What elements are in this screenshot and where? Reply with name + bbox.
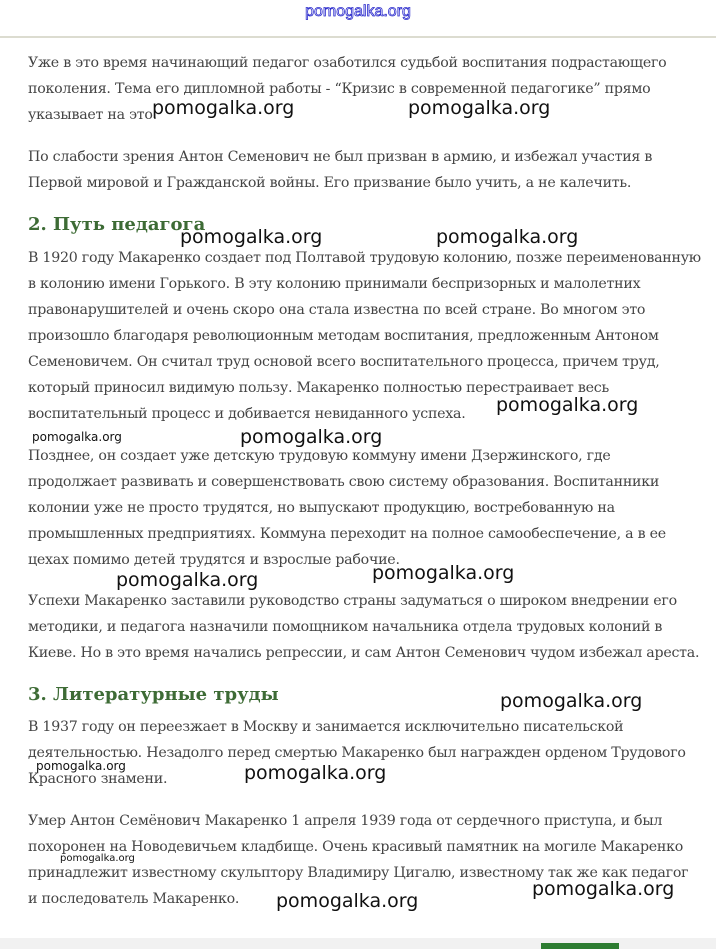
text-line: Красного знамени. [28, 771, 168, 787]
watermark: pomogalka.org [372, 562, 515, 584]
section-heading-3: 3. Литературные труды [28, 684, 279, 705]
text-line: в колонию имени Горького. В эту колонию принимали беспризорных и малолетних [28, 276, 641, 292]
text-line: колонии уже не просто трудятся, но выпускают продукцию, востребованную на [28, 500, 615, 516]
text-line: цехах помимо детей трудятся и взрослые рабочие. [28, 552, 400, 568]
watermark: pomogalka.org [500, 690, 643, 712]
site-logo[interactable]: pomogalka.org [305, 3, 411, 20]
watermark: pomogalka.org [496, 394, 639, 416]
text-line: произошло благодаря революционным методам воспитания, предложенным Антоном [28, 328, 659, 344]
cookie-accept-button[interactable] [541, 943, 619, 949]
text-line: Позднее, он создает уже детскую трудовую коммуну имени Дзержинского, где [28, 448, 611, 464]
text-line: В 1920 году Макаренко создает под Полтавой трудовую колонию, позже переименованную [28, 250, 701, 266]
text-line: который приносил видимую пользу. Макаренко полностью перестраивает весь [28, 380, 609, 396]
paragraph-2 [28, 144, 698, 196]
watermark: pomogalka.org [436, 226, 579, 248]
paragraph-1 [28, 50, 698, 128]
watermark: pomogalka.org [36, 759, 126, 773]
text-line: похоронен на Новодевичьем кладбище. Очень красивый памятник на могиле Макаренко [28, 839, 684, 855]
watermark: pomogalka.org [532, 878, 675, 900]
text-line: Уже в это время начинающий педагог озаботился судьбой воспитания подрастающего [28, 55, 667, 71]
text-line: продолжает развивать и совершенствовать свою систему образования. Воспитанники [28, 474, 660, 490]
text-line: указывает на это. [28, 107, 157, 123]
text-line: промышленных предприятиях. Коммуна переходит на полное самообеспечение, а в ее [28, 526, 666, 542]
text-line: Киеве. Но в это время начались репрессии, и сам Антон Семенович чудом избежал ареста. [28, 645, 700, 661]
text-line: принадлежит известному скульптору Владимиру Цигалю, известному так же как педагог [28, 865, 689, 881]
text-line: Семеновичем. Он считал труд основой всего воспитательного процесса, причем труд, [28, 354, 660, 370]
text-line: деятельностью. Незадолго перед смертью Макаренко был награжден орденом Трудового [28, 745, 686, 761]
text-line: В 1937 году он переезжает в Москву и занимается исключительно писательской [28, 719, 624, 735]
text-line: и последователь Макаренко. [28, 891, 240, 907]
paragraph-4 [28, 443, 698, 573]
watermark: pomogalka.org [276, 890, 419, 912]
text-line: воспитательный процесс и добивается невиданного успеха. [28, 406, 466, 422]
watermark: pomogalka.org [152, 97, 295, 119]
watermark: pomogalka.org [408, 97, 551, 119]
text-line: Умер Антон Семёнович Макаренко 1 апреля 1939 года от сердечного приступа, и был [28, 813, 663, 829]
watermark: pomogalka.org [180, 226, 323, 248]
section-heading-2: 2. Путь педагога [28, 214, 206, 235]
paragraph-5 [28, 588, 698, 666]
text-line: поколения. Тема его дипломной работы - “Кризис в современной педагогике” прямо [28, 81, 651, 97]
watermark: pomogalka.org [240, 426, 383, 448]
text-line: правонарушителей и очень скоро она стала известна по всей стране. Во многом это [28, 302, 646, 318]
top-bar [0, 0, 716, 38]
watermark: pomogalka.org [116, 569, 259, 591]
text-line: Первой мировой и Гражданской войны. Его призвание было учить, а не калечить. [28, 175, 632, 191]
watermark: pomogalka.org [60, 853, 135, 864]
text-line: Успехи Макаренко заставили руководство страны задуматься о широком внедрении его [28, 593, 677, 609]
text-line: методики, и педагога назначили помощником начальника отдела трудовых колоний в [28, 619, 663, 635]
text-line: По слабости зрения Антон Семенович не был призван в армию, и избежал участия в [28, 149, 653, 165]
watermark: pomogalka.org [32, 430, 122, 444]
watermark: pomogalka.org [244, 762, 387, 784]
